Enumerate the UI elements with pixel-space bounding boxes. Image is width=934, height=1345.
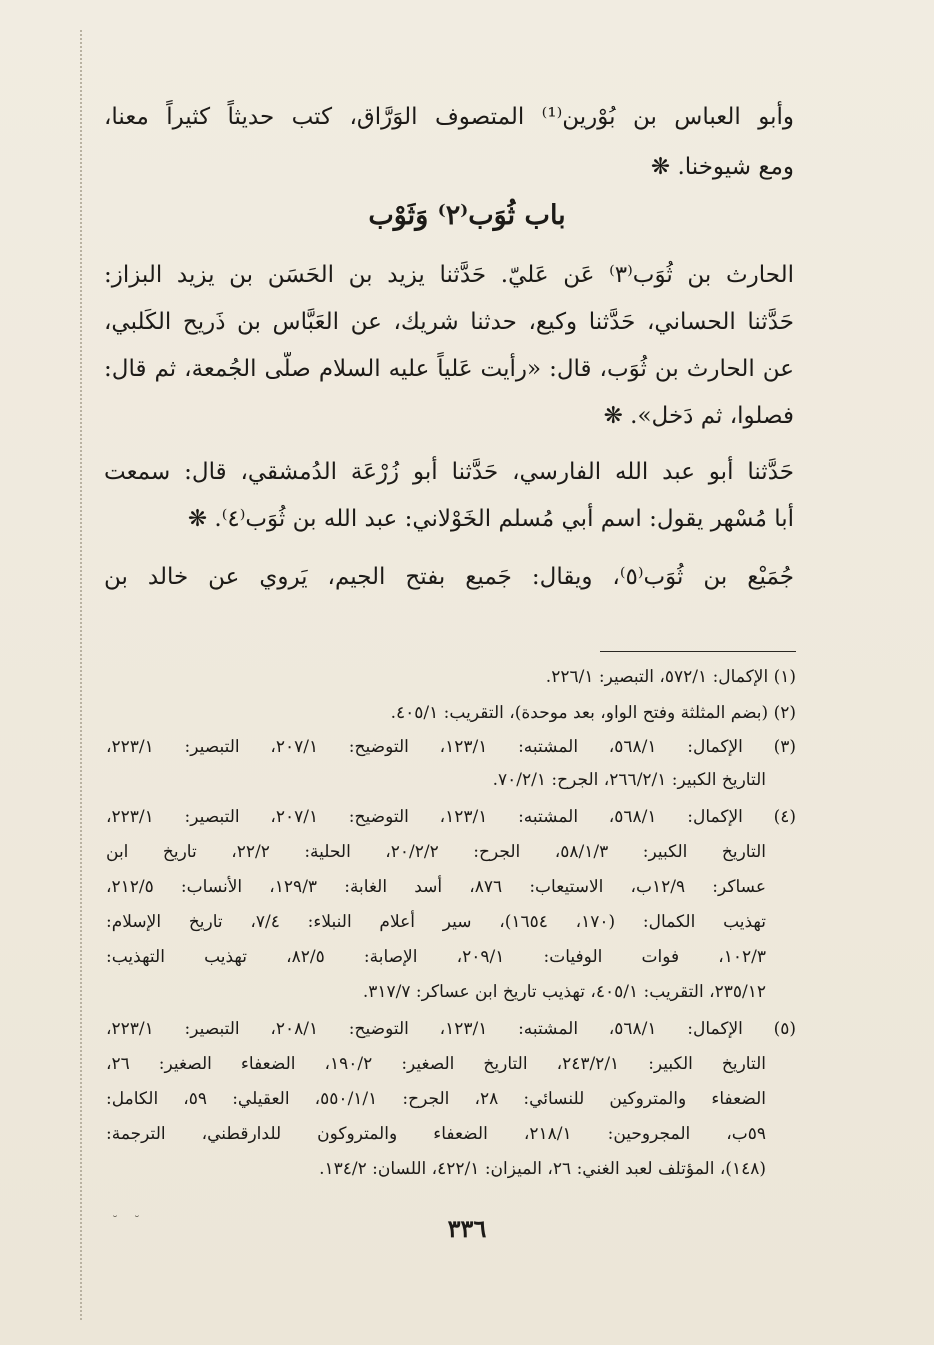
footnote-line: (٣) الإكمال: ٥٦٨/١، المشتبه: ١٢٣/١، التوضيح: ٢٠٧/١، التبصير: ٢٢٣/١، bbox=[106, 737, 796, 757]
footnote-line: (٢) (بضم المثلثة وفتح الواو، بعد موحدة)، التقريب: ٤٠٥/١. bbox=[390, 703, 796, 723]
footnote-line: (١) الإكمال: ٥٧٢/١، التبصير: ٢٢٦/١. bbox=[545, 667, 796, 687]
main-text-line: جُمَيْع بن ثُوَب⁽٥⁾، ويقال: جَميع بفتح الجيم، يَروي عن خالد بن bbox=[104, 564, 794, 590]
footnote-line: (٤) الإكمال: ٥٦٨/١، المشتبه: ١٢٣/١، التوضيح: ٢٠٧/١، التبصير: ٢٢٣/١، bbox=[106, 807, 796, 827]
main-text-line: عن الحارث بن ثُوَب، قال: «رأيت عَلياً عليه السلام صلّى الجُمعة، ثم قال: bbox=[104, 356, 794, 382]
main-text-line: حَدَّثنا الحساني، حَدَّثنا وكيع، حدثنا شريك، عن العَبَّاس بن ذَريح الكَلبي، bbox=[104, 309, 794, 335]
main-text-line: الحارث بن ثُوَب⁽٣⁾ عَن عَليّ. حَدَّثنا يزيد بن الحَسَن بن يزيد البزاز: bbox=[104, 262, 794, 288]
corner-mark: ˘ ˘ bbox=[112, 1214, 146, 1228]
footnote-line: ١٠٢/٣، فوات الوفيات: ٢٠٩/١، الإصابة: ٨٢/٥، تهذيب التهذيب: bbox=[106, 947, 766, 967]
page-number: ٣٣٦ bbox=[447, 1214, 487, 1243]
footnote-line: الضعفاء والمتروكين للنسائي: ٢٨، الجرح: ٥٥٠/١/١، العقيلي: ٥٩، الكامل: bbox=[106, 1089, 766, 1109]
main-text-line: أبا مُسْهر يقول: اسم أبي مُسلم الخَوْلاني: عبد الله بن ثُوَب⁽٤⁾. ❋ bbox=[187, 506, 794, 532]
footnote-line: تهذيب الكمال: (١٧٠، ١٦٥٤)، سير أعلام النبلاء: ٧/٤، تاريخ الإسلام: bbox=[106, 912, 766, 932]
footnote-line: (١٤٨)، المؤتلف لعبد الغني: ٢٦، الميزان: ٤٢٢/١، اللسان: ١٣٤/٢. bbox=[319, 1159, 766, 1179]
footnote-line: ٢٣٥/١٢، التقريب: ٤٠٥/١، تهذيب تاريخ ابن عساكر: ٣١٧/٧. bbox=[362, 982, 766, 1002]
footnote-line: التاريخ الكبير: ٥٨/١/٣، الجرح: ٢٠/٢/٢، الحلية: ٢٢/٢، تاريخ ابن bbox=[106, 842, 766, 862]
main-text-line: ومع شيوخنا. ❋ bbox=[650, 154, 794, 180]
main-text-line: حَدَّثنا أبو عبد الله الفارسي، حَدَّثنا أبو زُرْعَة الدُمشقي، قال: سمعت bbox=[104, 459, 794, 485]
footnote-line: (٥) الإكمال: ٥٦٨/١، المشتبه: ١٢٣/١، التوضيح: ٢٠٨/١، التبصير: ٢٢٣/١، bbox=[106, 1019, 796, 1039]
main-text-line: فصلوا، ثم دَخل». ❋ bbox=[603, 403, 794, 429]
chapter-heading: باب ثُوَب⁽٢⁾ وَثَوْب bbox=[368, 200, 566, 231]
footnote-separator bbox=[600, 651, 796, 652]
main-text-line: وأبو العباس بن بُوْرين⁽¹⁾ المتصوف الوَرَّاق، كتب حديثاً كثيراً معنا، bbox=[104, 104, 794, 130]
footnote-line: ٥٩ب، المجروحين: ٢١٨/١، الضعفاء والمتروكون للدارقطني، الترجمة: bbox=[106, 1124, 766, 1144]
footnote-line: التاريخ الكبير: ٢٤٣/٢/١، التاريخ الصغير: ١٩٠/٢، الضعفاء الصغير: ٢٦، bbox=[106, 1054, 766, 1074]
footnote-line: عساكر: ١٢/٩ب، الاستيعاب: ٨٧٦، أسد الغابة: ١٢٩/٣، الأنساب: ٢١٢/٥، bbox=[106, 877, 766, 897]
footnote-line: التاريخ الكبير: ٢٦٦/٢/١، الجرح: ٧٠/٢/١. bbox=[492, 770, 766, 790]
